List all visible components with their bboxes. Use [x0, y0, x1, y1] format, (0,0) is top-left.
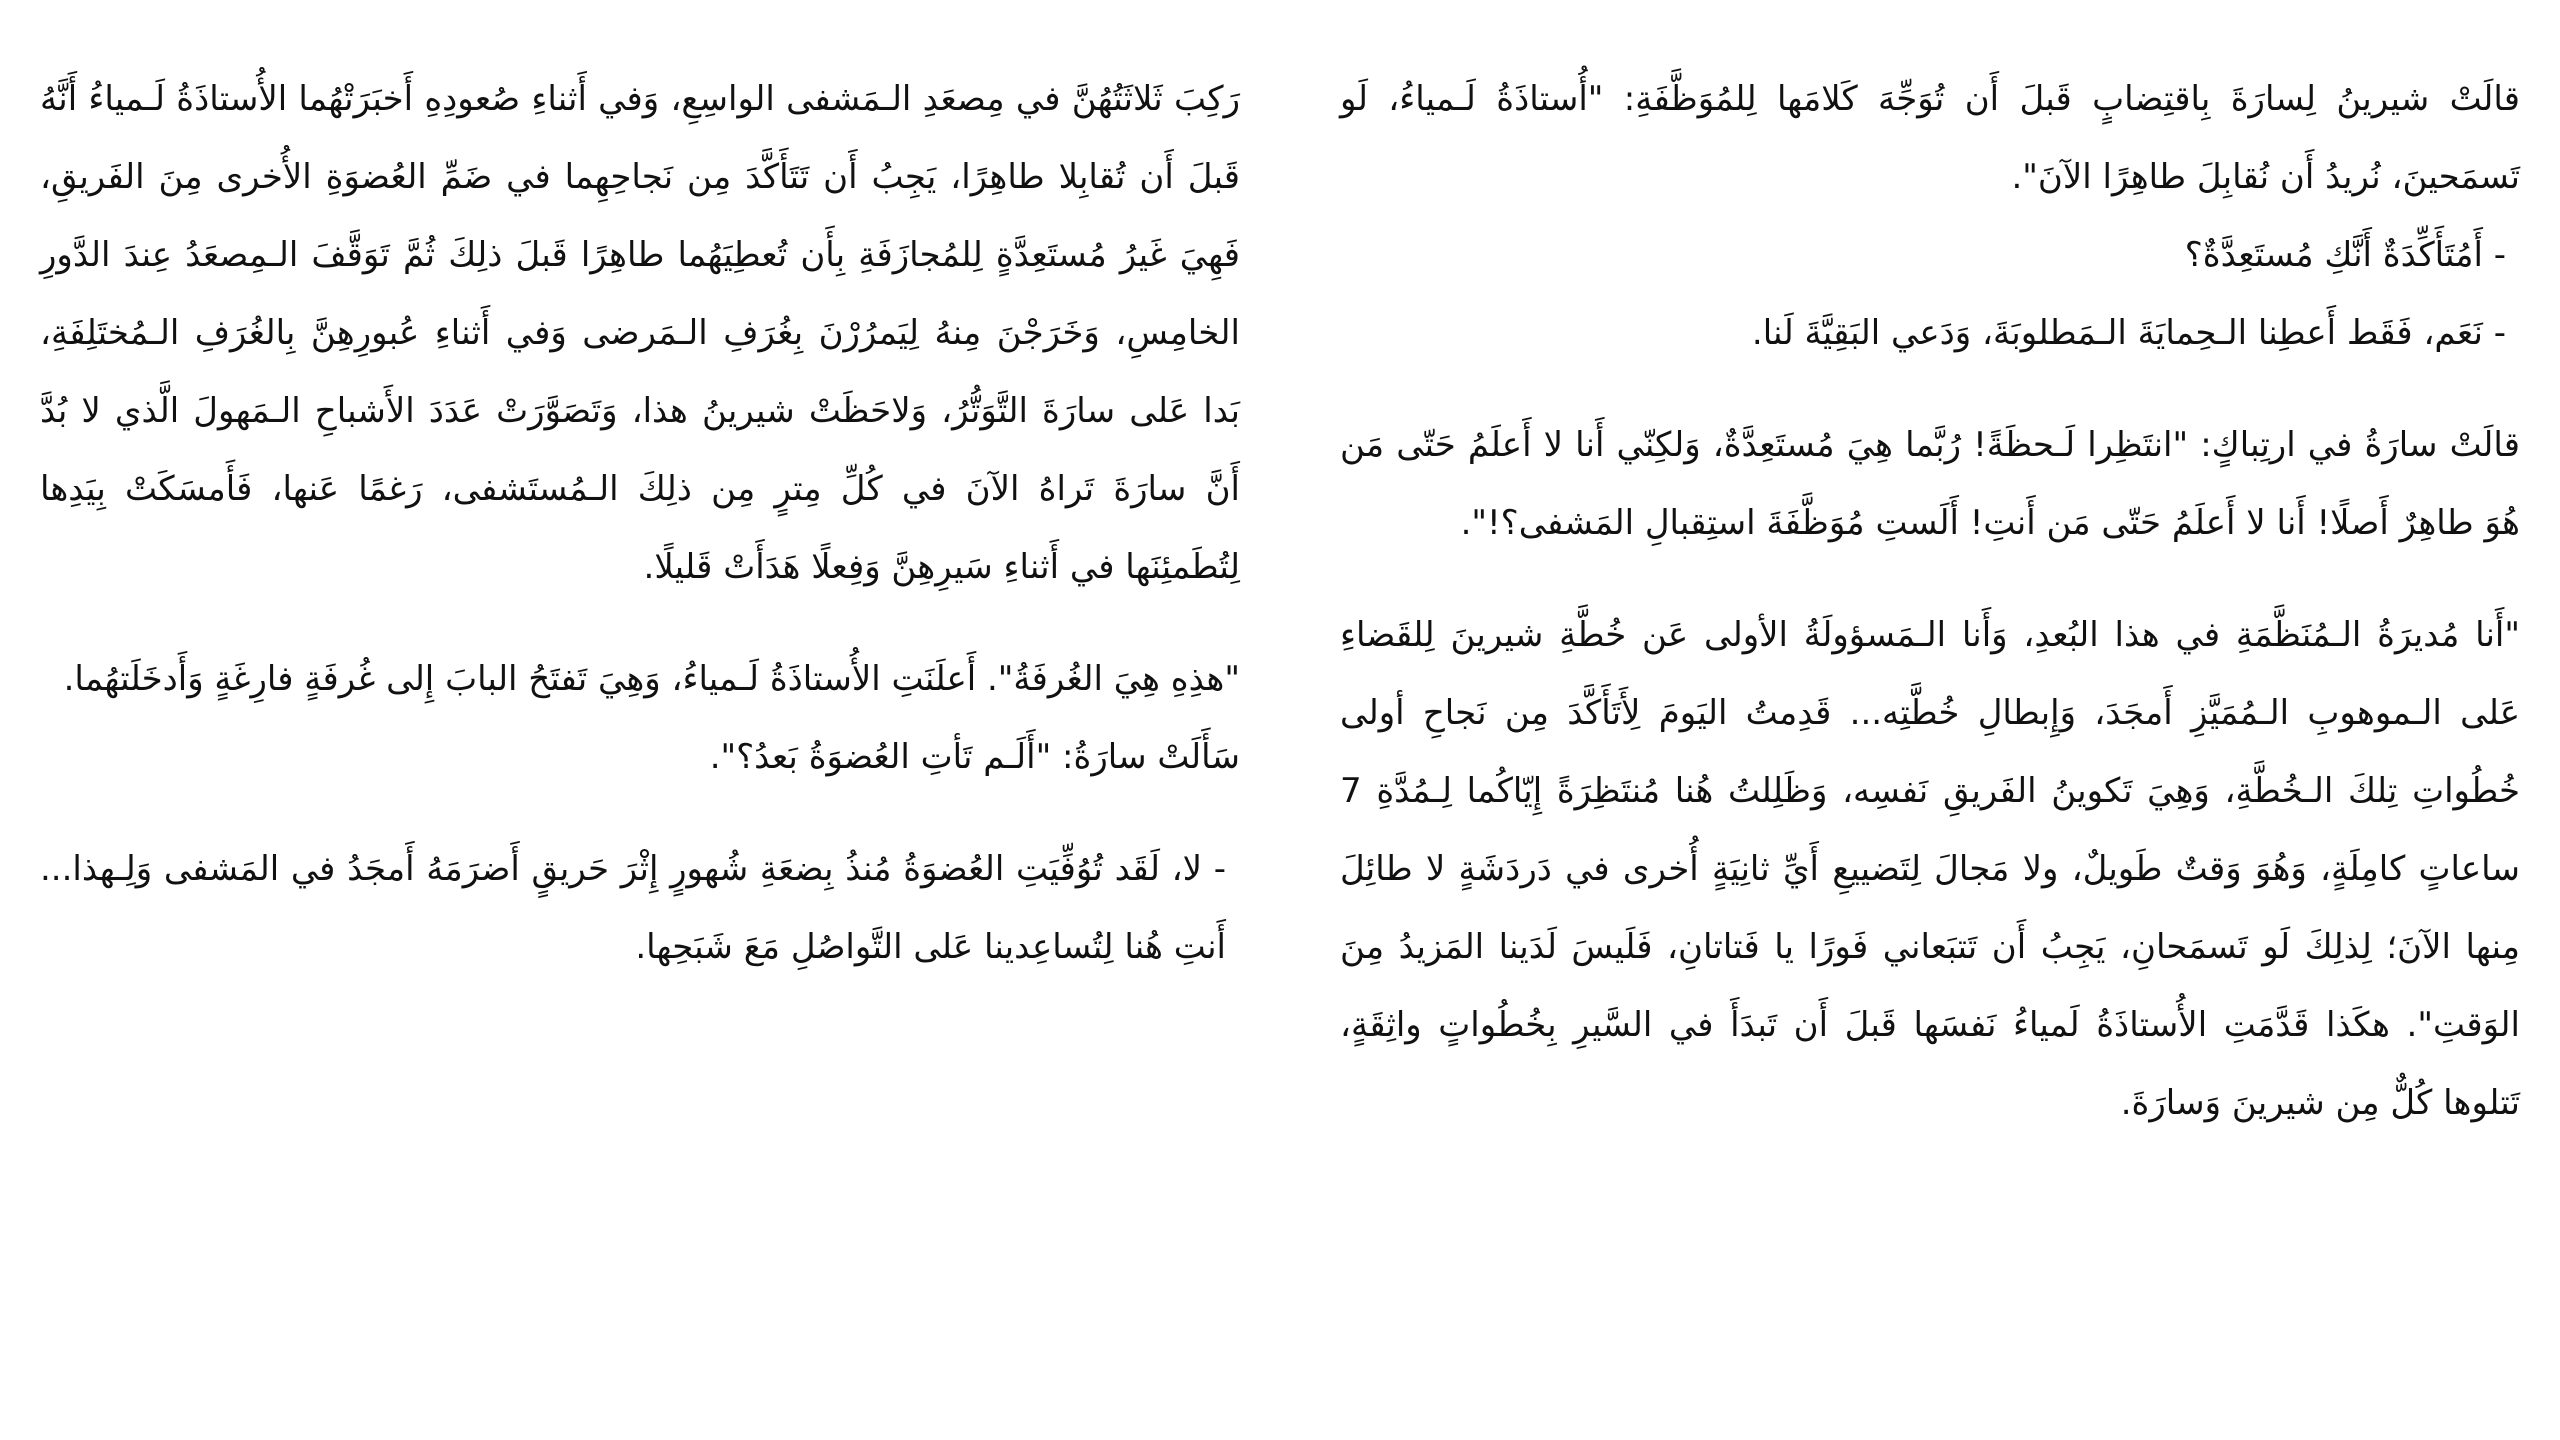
paragraph-shirin-request: قالَتْ شيرينُ لِسارَةَ بِاقتِضابٍ قَبلَ أَن تُوَجِّهَ كَلامَها لِلمُوَظَّفَةِ: "أُستاذَةُ لَـمياءُ، لَو تَسمَحينَ، نُريدُ أَن نُقابِلَ طاهِرًا الآنَ". — [1340, 79, 2520, 197]
paragraph-sara-asks: سَأَلَتْ سارَةُ: "أَلَـم تَأتِ العُضوَةُ بَعدُ؟". — [709, 737, 1240, 777]
dialogue-line-member-died: - لا، لَقَد تُوُفِّيَتِ العُضوَةُ مُنذُ بِضعَةِ شُهورٍ إِثْرَ حَريقٍ أَضرَمَهُ أَمجَدُ في المَشفى وَلِـهذا... أَنتِ هُنا لِتُساعِدينا عَلى التَّواصُلِ مَعَ شَبَحِها. — [40, 849, 1226, 967]
right-page — [1340, 60, 2520, 1142]
paragraph-gap — [40, 606, 1240, 640]
paragraph-gap — [1340, 372, 2520, 406]
paragraph-gap — [1340, 562, 2520, 596]
paragraph-sara-confused: قالَتْ سارَةُ في ارتِباكٍ: "انتَظِرا لَـحظَةً! رُبَّما هِيَ مُستَعِدَّةٌ، وَلكِنّي أَنا لا أَعلَمُ حَتّى مَن هُوَ طاهِرٌ أَصلًا! أَنا لا أَعلَمُ حَتّى مَن أَنتِ! أَلَستِ مُوَظَّفَةَ استِقبالِ المَشفى؟!". — [1340, 425, 2520, 543]
paragraph-gap — [40, 796, 1240, 830]
dialogue-line-give-protection: - نَعَم، فَقَط أَعطِنا الـحِمايَةَ الـمَطلوبَةَ، وَدَعي البَقِيَّةَ لَنا. — [1751, 313, 2506, 353]
paragraph-lamia-introduction: "أَنا مُديرَةُ الـمُنَظَّمَةِ في هذا البُعدِ، وَأَنا الـمَسؤولَةُ الأولى عَن خُطَّةِ شيرينَ لِلقَضاءِ عَلى الـموهوبِ الـمُمَيَّزِ أَمجَدَ، وَإِبطالِ خُطَّتِه... قَدِمتُ اليَومَ لِأَتَأَكَّدَ مِن نَجاحِ أولى خُطُواتِ تِلكَ الـخُطَّةِ، وَهِيَ تَكوينُ الفَريقِ نَفسِه، وَظَلِلتُ هُنا مُنتَظِرَةً إِيّاكُما لِـمُدَّةِ 7 ساعاتٍ كامِلَةٍ، وَهُوَ وَقتٌ طَويلٌ، ولا مَجالَ لِتَضييعِ أَيِّ ثانِيَةٍ أُخرى في دَردَشَةٍ لا طائِلَ مِنها الآنَ؛ لِذلِكَ لَو تَسمَحانِ، يَجِبُ أَن تَتبَعاني فَورًا يا فَتاتانِ، فَلَيسَ لَدَينا المَزيدُ مِنَ الوَقتِ". هكَذا قَدَّمَتِ الأُستاذَةُ لَمياءُ نَفسَها قَبلَ أَن تَبدَأَ في السَّيرِ بِخُطُواتٍ واثِقَةٍ، تَتلوها كُلٌّ مِن شيرينَ وَسارَةَ. — [1340, 615, 2520, 1123]
paragraph-the-room: "هذِهِ هِيَ الغُرفَةُ". أَعلَنَتِ الأُستاذَةُ لَـمياءُ، وَهِيَ تَفتَحُ البابَ إِلى غُرفَةٍ فارِغَةٍ وَأَدخَلَتهُما. — [63, 659, 1240, 699]
left-page — [40, 60, 1240, 986]
dialogue-line-are-you-sure: - أَمُتَأَكِّدَةٌ أَنَّكِ مُستَعِدَّةٌ؟ — [2184, 235, 2506, 275]
paragraph-elevator: رَكِبَ ثَلاثَتُهُنَّ في مِصعَدِ الـمَشفى الواسِعِ، وَفي أَثناءِ صُعودِهِ أَخبَرَتْهُما الأُستاذَةُ لَـمياءُ أَنَّهُ قَبلَ أَن تُقابِلا طاهِرًا، يَجِبُ أَن تَتَأَكَّدَ مِن نَجاحِهِما في ضَمِّ العُضوَةِ الأُخرى مِنَ الفَريقِ، فَهِيَ غَيرُ مُستَعِدَّةٍ لِلمُجازَفَةِ بِأَن تُعطِيَهُما طاهِرًا قَبلَ ذلِكَ ثُمَّ تَوَقَّفَ الـمِصعَدُ عِندَ الدَّورِ الخامِسِ، وَخَرَجْنَ مِنهُ لِيَمرُرْنَ بِغُرَفِ الـمَرضى وَفي أَثناءِ عُبورِهِنَّ بِالغُرَفِ الـمُختَلِفَةِ، بَدا عَلى سارَةَ التَّوَتُّرُ، وَلاحَظَتْ شيرينُ هذا، وَتَصَوَّرَتْ عَدَدَ الأَشباحِ الـمَهولَ الَّذي لا بُدَّ أَنَّ سارَةَ تَراهُ الآنَ في كُلِّ مِترٍ مِن ذلِكَ الـمُستَشفى، رَغمًا عَنها، فَأَمسَكَتْ بِيَدِها لِتُطَمئِنَها في أَثناءِ سَيرِهِنَّ وَفِعلًا هَدَأَتْ قَليلًا. — [40, 79, 1240, 587]
